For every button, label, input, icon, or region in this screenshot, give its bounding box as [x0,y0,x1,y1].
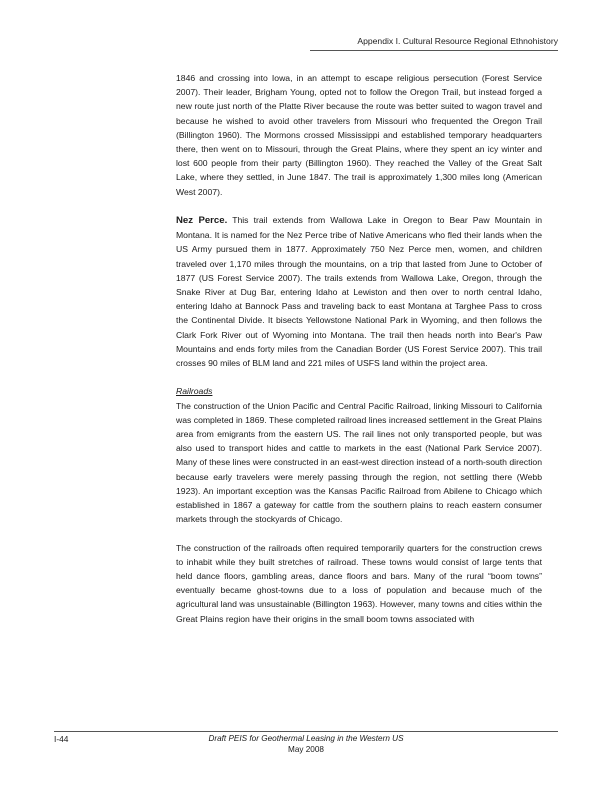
paragraph-nez-perce [176,213,542,370]
nez-perce-text: This trail extends from Wallowa Lake in Oregon to Bear Paw Mountain in Montana. It is named for the Nez Perce tribe of Native Americans who fled their lands when the US Army pursued them in 1877. Approximately 750 Nez Perce men, women, and children traveled over 1,170 miles through the mountains, on a trip that lasted from June to October of 1877 (US Forest Service 2007). The trails extends from Wallowa Lake, Oregon, through the Snake River at Dug Bar, entering Idaho at Lewiston and then over to north central Idaho, entering Idaho at Bannock Pass and traveling back to east Montana at Targhee Pass to cross the Continental Divide. It bisects Yellowstone National Park in Wyoming, and then follows the Clark Fork River out of Wyoming into Montana. The trail then heads north into Bear's Paw Mountains and ends forty miles from the Canadian Border (US Forest Service 2007). This trail crosses 90 miles of BLM land and 221 miles of USFS land within the project area. [176,215,542,369]
paragraph-railroad-construction: The construction of the railroads often required temporarily quarters for the construction crews to inhabit while they built stretches of railroad. These towns would consist of large tents that held dance floors, gambling areas, dance floors and bars. Many of the rural “boom towns” eventually became ghost-towns due to a loss of population and because much of the agricultural land was unsustainable (Billington 1963). However, many towns and cities within the Great Plains region have their origins in the small boom towns associated with [176,542,542,624]
railroads-heading: Railroads [176,386,213,397]
running-header: Appendix I. Cultural Resource Regional Ethnohistory [357,36,558,46]
paragraph-mormon-trail: 1846 and crossing into Iowa, in an attempt to escape religious persecution (Forest Service 2007). Their leader, Brigham Young, opted not to follow the Oregon Trail, but instead forged a new route just north of the Platte River because the route was better suited to wagon travel and because he wished to avoid other travelers from Missouri who frequented the Oregon Trail (Billington 1960). The Mormons crossed Mississippi and established temporary headquarters there, then went on to Missouri, through the Great Plains, where they spent an icy winter and lost 600 people from their party (Billington 1960). They reached the Valley of the Great Salt Lake, where they settled, in June 1847. The trail is approximately 1,300 miles long (American West 2007). [176,73,542,197]
footer-date: May 2008 [288,745,324,754]
paragraph-railroads: The construction of the Union Pacific and Central Pacific Railroad, linking Missouri to California was completed in 1869. These completed railroad lines increased settlement in the Great Plains area from emigrants from the eastern US. The rail lines not only transported people, but was also used to transport hides and cattle to markets in the east (National Park Service 2007). Many of these lines were constructed in an east-west direction instead of a north-south direction because early travelers were merely passing through the region, not settling there (Webb 1923). An important exception was the Kansas Pacific Railroad from Abilene to Chicago which established in 1867 a gateway for cattle from the southern plains to reach eastern consumer markets through the stockyards of Chicago. [176,400,542,525]
footer-document-title: Draft PEIS for Geothermal Leasing in the Western US [208,734,404,743]
footer-rule [54,731,558,732]
header-rule [310,50,558,51]
body-text [176,71,542,640]
nez-perce-heading: Nez Perce. [176,215,228,227]
page-number: I-44 [54,734,69,744]
